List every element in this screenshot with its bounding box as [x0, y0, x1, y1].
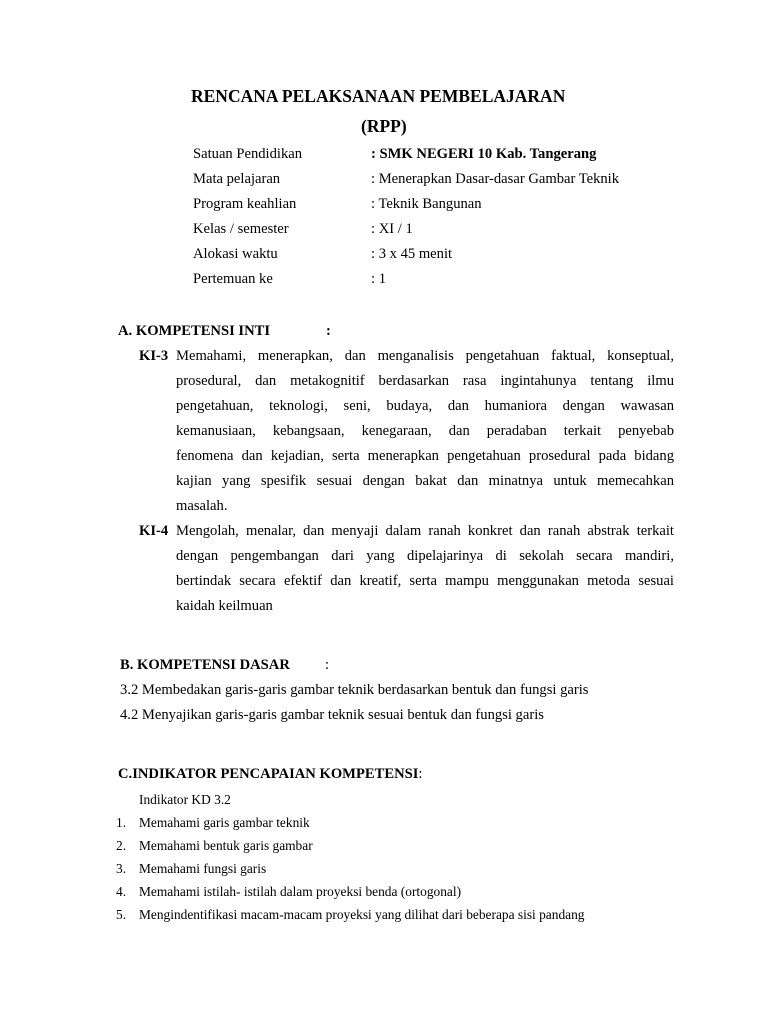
indikator-item-5: Mengindentifikasi macam-macam proyeksi yang dilihat dari beberapa sisi pandang — [139, 907, 585, 922]
indikator-num-5: 5. — [116, 907, 127, 922]
ki4-line-4: kaidah keilmuan — [176, 598, 273, 614]
indikator-item-3: Memahami fungsi garis — [139, 861, 267, 876]
section-b-heading: B. KOMPETENSI DASAR — [120, 657, 290, 673]
meta-label-program: Program keahlian — [193, 196, 297, 212]
indikator-num-2: 2. — [116, 838, 127, 853]
indikator-subheading: Indikator KD 3.2 — [139, 792, 231, 807]
ki4-line-1: Mengolah, menalar, dan menyaji dalam ranah konkret dan ranah abstrak terkait — [176, 523, 674, 539]
document-subtitle: (RPP) — [361, 116, 407, 136]
meta-value-program: : Teknik Bangunan — [371, 196, 482, 212]
ki4-line-3: bertindak secara efektif dan kreatif, serta mampu menggunakan metoda sesuai — [176, 573, 674, 589]
kd-item-3-2: 3.2 Membedakan garis-garis gambar teknik berdasarkan bentuk dan fungsi garis — [120, 682, 589, 698]
section-a-heading: A. KOMPETENSI INTI — [118, 323, 271, 339]
ki3-line-4: kemanusiaan, kebangsaan, kenegaraan, dan peradaban terkait penyebab — [176, 423, 674, 439]
meta-label-mapel: Mata pelajaran — [193, 171, 281, 187]
meta-value-alokasi: : 3 x 45 menit — [371, 246, 453, 262]
section-c-heading: C.INDIKATOR PENCAPAIAN KOMPETENSI — [118, 766, 419, 782]
indikator-item-4: Memahami istilah- istilah dalam proyeksi benda (ortogonal) — [139, 884, 462, 899]
meta-label-kelas: Kelas / semester — [193, 221, 289, 237]
kd-item-4-2: 4.2 Menyajikan garis-garis gambar teknik sesuai bentuk dan fungsi garis — [120, 707, 544, 723]
meta-label-satuan: Satuan Pendidikan — [193, 146, 303, 162]
ki3-line-3: pengetahuan, teknologi, seni, budaya, dan humaniora dengan wawasan — [176, 398, 674, 414]
meta-value-satuan: : SMK NEGERI 10 Kab. Tangerang — [371, 146, 597, 162]
meta-value-pertemuan: : 1 — [371, 271, 386, 287]
ki3-line-7: masalah. — [176, 498, 228, 514]
ki3-line-5: fenomena dan kejadian, serta menerapkan pengetahuan prosedural pada bidang — [176, 448, 674, 464]
indikator-item-1: Memahami garis gambar teknik — [139, 815, 310, 830]
ki4-code: KI-4 — [139, 523, 169, 539]
meta-label-alokasi: Alokasi waktu — [193, 246, 278, 262]
section-c-colon: : — [418, 766, 423, 782]
ki3-line-1: Memahami, menerapkan, dan menganalisis pengetahuan faktual, konseptual, — [176, 348, 674, 364]
indikator-item-2: Memahami bentuk garis gambar — [139, 838, 313, 853]
indikator-num-4: 4. — [116, 884, 127, 899]
ki3-code: KI-3 — [139, 348, 169, 364]
indikator-num-1: 1. — [116, 815, 127, 830]
indikator-num-3: 3. — [116, 861, 127, 876]
section-a-colon: : — [326, 323, 331, 339]
meta-label-pertemuan: Pertemuan ke — [193, 271, 273, 287]
ki3-line-6: kajian yang spesifik sesuai dengan bakat dan minatnya untuk memecahkan — [176, 473, 674, 489]
ki3-line-2: prosedural, dan metakognitif berdasarkan rasa ingintahunya tentang ilmu — [176, 373, 674, 389]
meta-value-mapel: : Menerapkan Dasar-dasar Gambar Teknik — [371, 171, 620, 187]
document-title: RENCANA PELAKSANAAN PEMBELAJARAN — [191, 86, 566, 106]
meta-value-kelas: : XI / 1 — [371, 221, 413, 237]
ki4-line-2: dengan pengembangan dari yang dipelajarinya di sekolah secara mandiri, — [176, 548, 674, 564]
section-b-colon: : — [325, 657, 330, 673]
